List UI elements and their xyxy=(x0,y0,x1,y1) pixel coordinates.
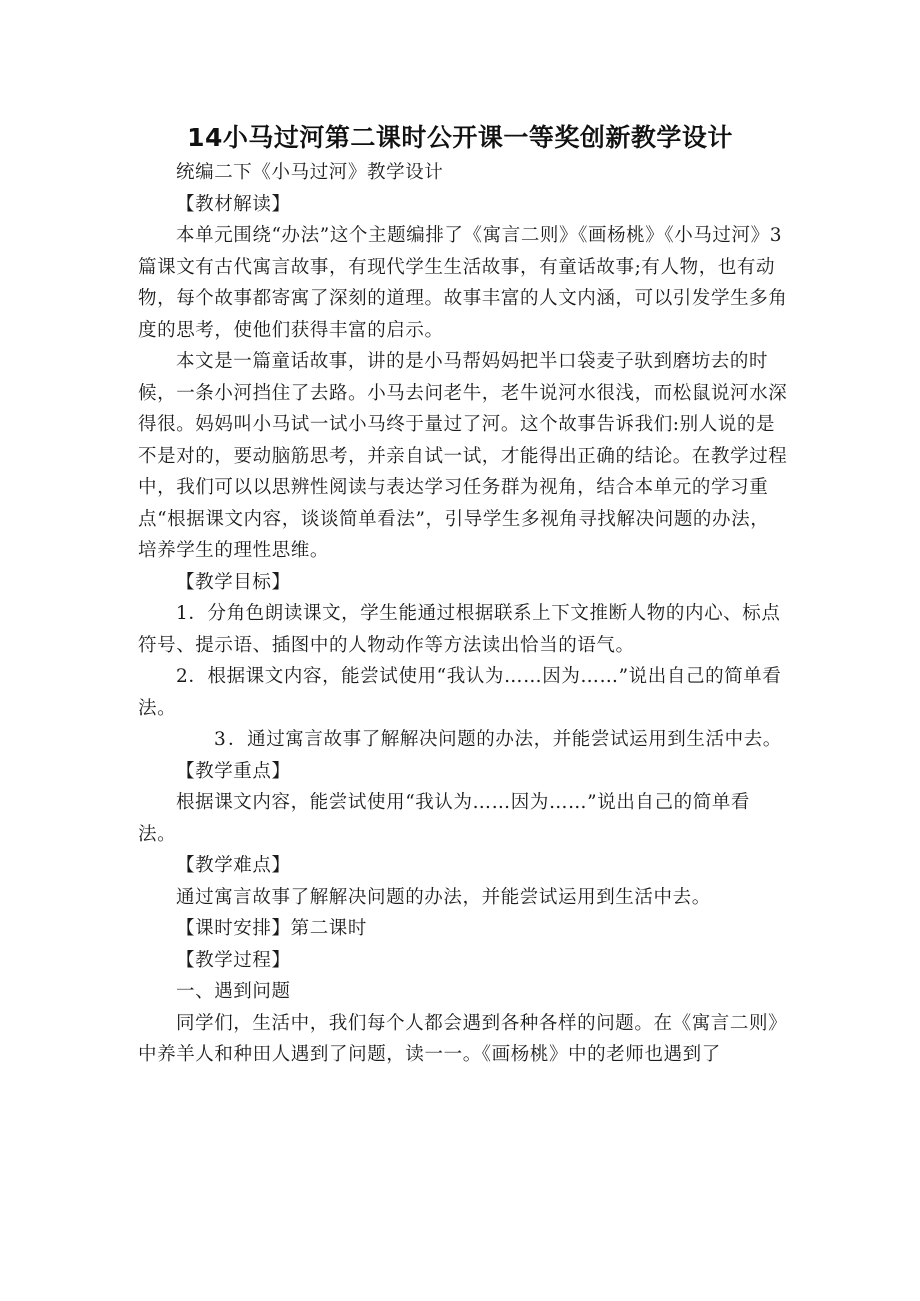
document-body xyxy=(138,157,788,1071)
heading-textbook-interpretation: 【教材解读】 xyxy=(176,193,291,215)
goal-item-1: 1．分角色朗读课文，学生能通过根据联系上下文推断人物的内心、标点符号、提示语、插图中的人物动作等方法读出恰当的语气。 xyxy=(138,603,781,656)
heading-teaching-key-points: 【教学重点】 xyxy=(176,760,291,782)
paragraph-process-1: 同学们，生活中，我们每个人都会遇到各种各样的问题。在《寓言二则》中养羊人和种田人遇到了问题，读一一。《画杨桃》中的老师也遇到了 xyxy=(138,1012,788,1065)
paragraph-textbook-1: 本单元围绕“办法”这个主题编排了《寓言二则》《画杨桃》《小马过河》3篇课文有古代寓言故事，有现代学生生活故事，有童话故事;有人物，也有动物，每个故事都寄寓了深刻的道理。故事丰富的人文内涵，可以引发学生多角度的思考，使他们获得丰富的启示。 xyxy=(138,225,788,341)
heading-teaching-difficulties: 【教学难点】 xyxy=(176,855,291,876)
heading-teaching-process: 【教学过程】 xyxy=(176,949,291,971)
section-encounter-problem: 一、遇到问题 xyxy=(176,981,291,1002)
goal-item-3 xyxy=(138,724,788,756)
heading-teaching-goals: 【教学目标】 xyxy=(176,571,291,593)
heading-schedule: 【课时安排】第二课时 xyxy=(176,918,368,939)
goal-item-3-number: 3 xyxy=(214,729,227,750)
paragraph-key-points: 根据课文内容，能尝试使用“我认为……因为……”说出自己的简单看法。 xyxy=(138,792,751,845)
goal-item-3-text: ．通过寓言故事了解解决问题的办法，并能尝试运用到生活中去。 xyxy=(228,729,782,750)
document-subtitle: 统编二下《小马过河》教学设计 xyxy=(176,162,444,183)
goal-item-2: 2．根据课文内容，能尝试使用“我认为……因为……”说出自己的简单看法。 xyxy=(138,666,782,719)
paragraph-difficulties: 通过寓言故事了解解决问题的办法，并能尝试运用到生活中去。 xyxy=(176,886,711,908)
paragraph-textbook-2: 本文是一篇童话故事，讲的是小马帮妈妈把半口袋麦子驮到磨坊去的时候，一条小河挡住了去路。小马去问老牛，老牛说河水很浅，而松鼠说河水深得很。妈妈叫小马试一试小马终于量过了河。这个故事告诉我们:别人说的是不是对的，要动脑筋思考，并亲自试一试，才能得出正确的结论。在教学过程中，我们可以以思辨性阅读与表达学习任务群为视角，结合本单元的学习重点“根据课文内容，谈谈简单看法”，引导学生多视角寻找解决问题的办法，培养学生的理性思维。 xyxy=(138,351,788,561)
document-title: 14小马过河第二课时公开课一等奖创新教学设计 xyxy=(187,123,733,152)
